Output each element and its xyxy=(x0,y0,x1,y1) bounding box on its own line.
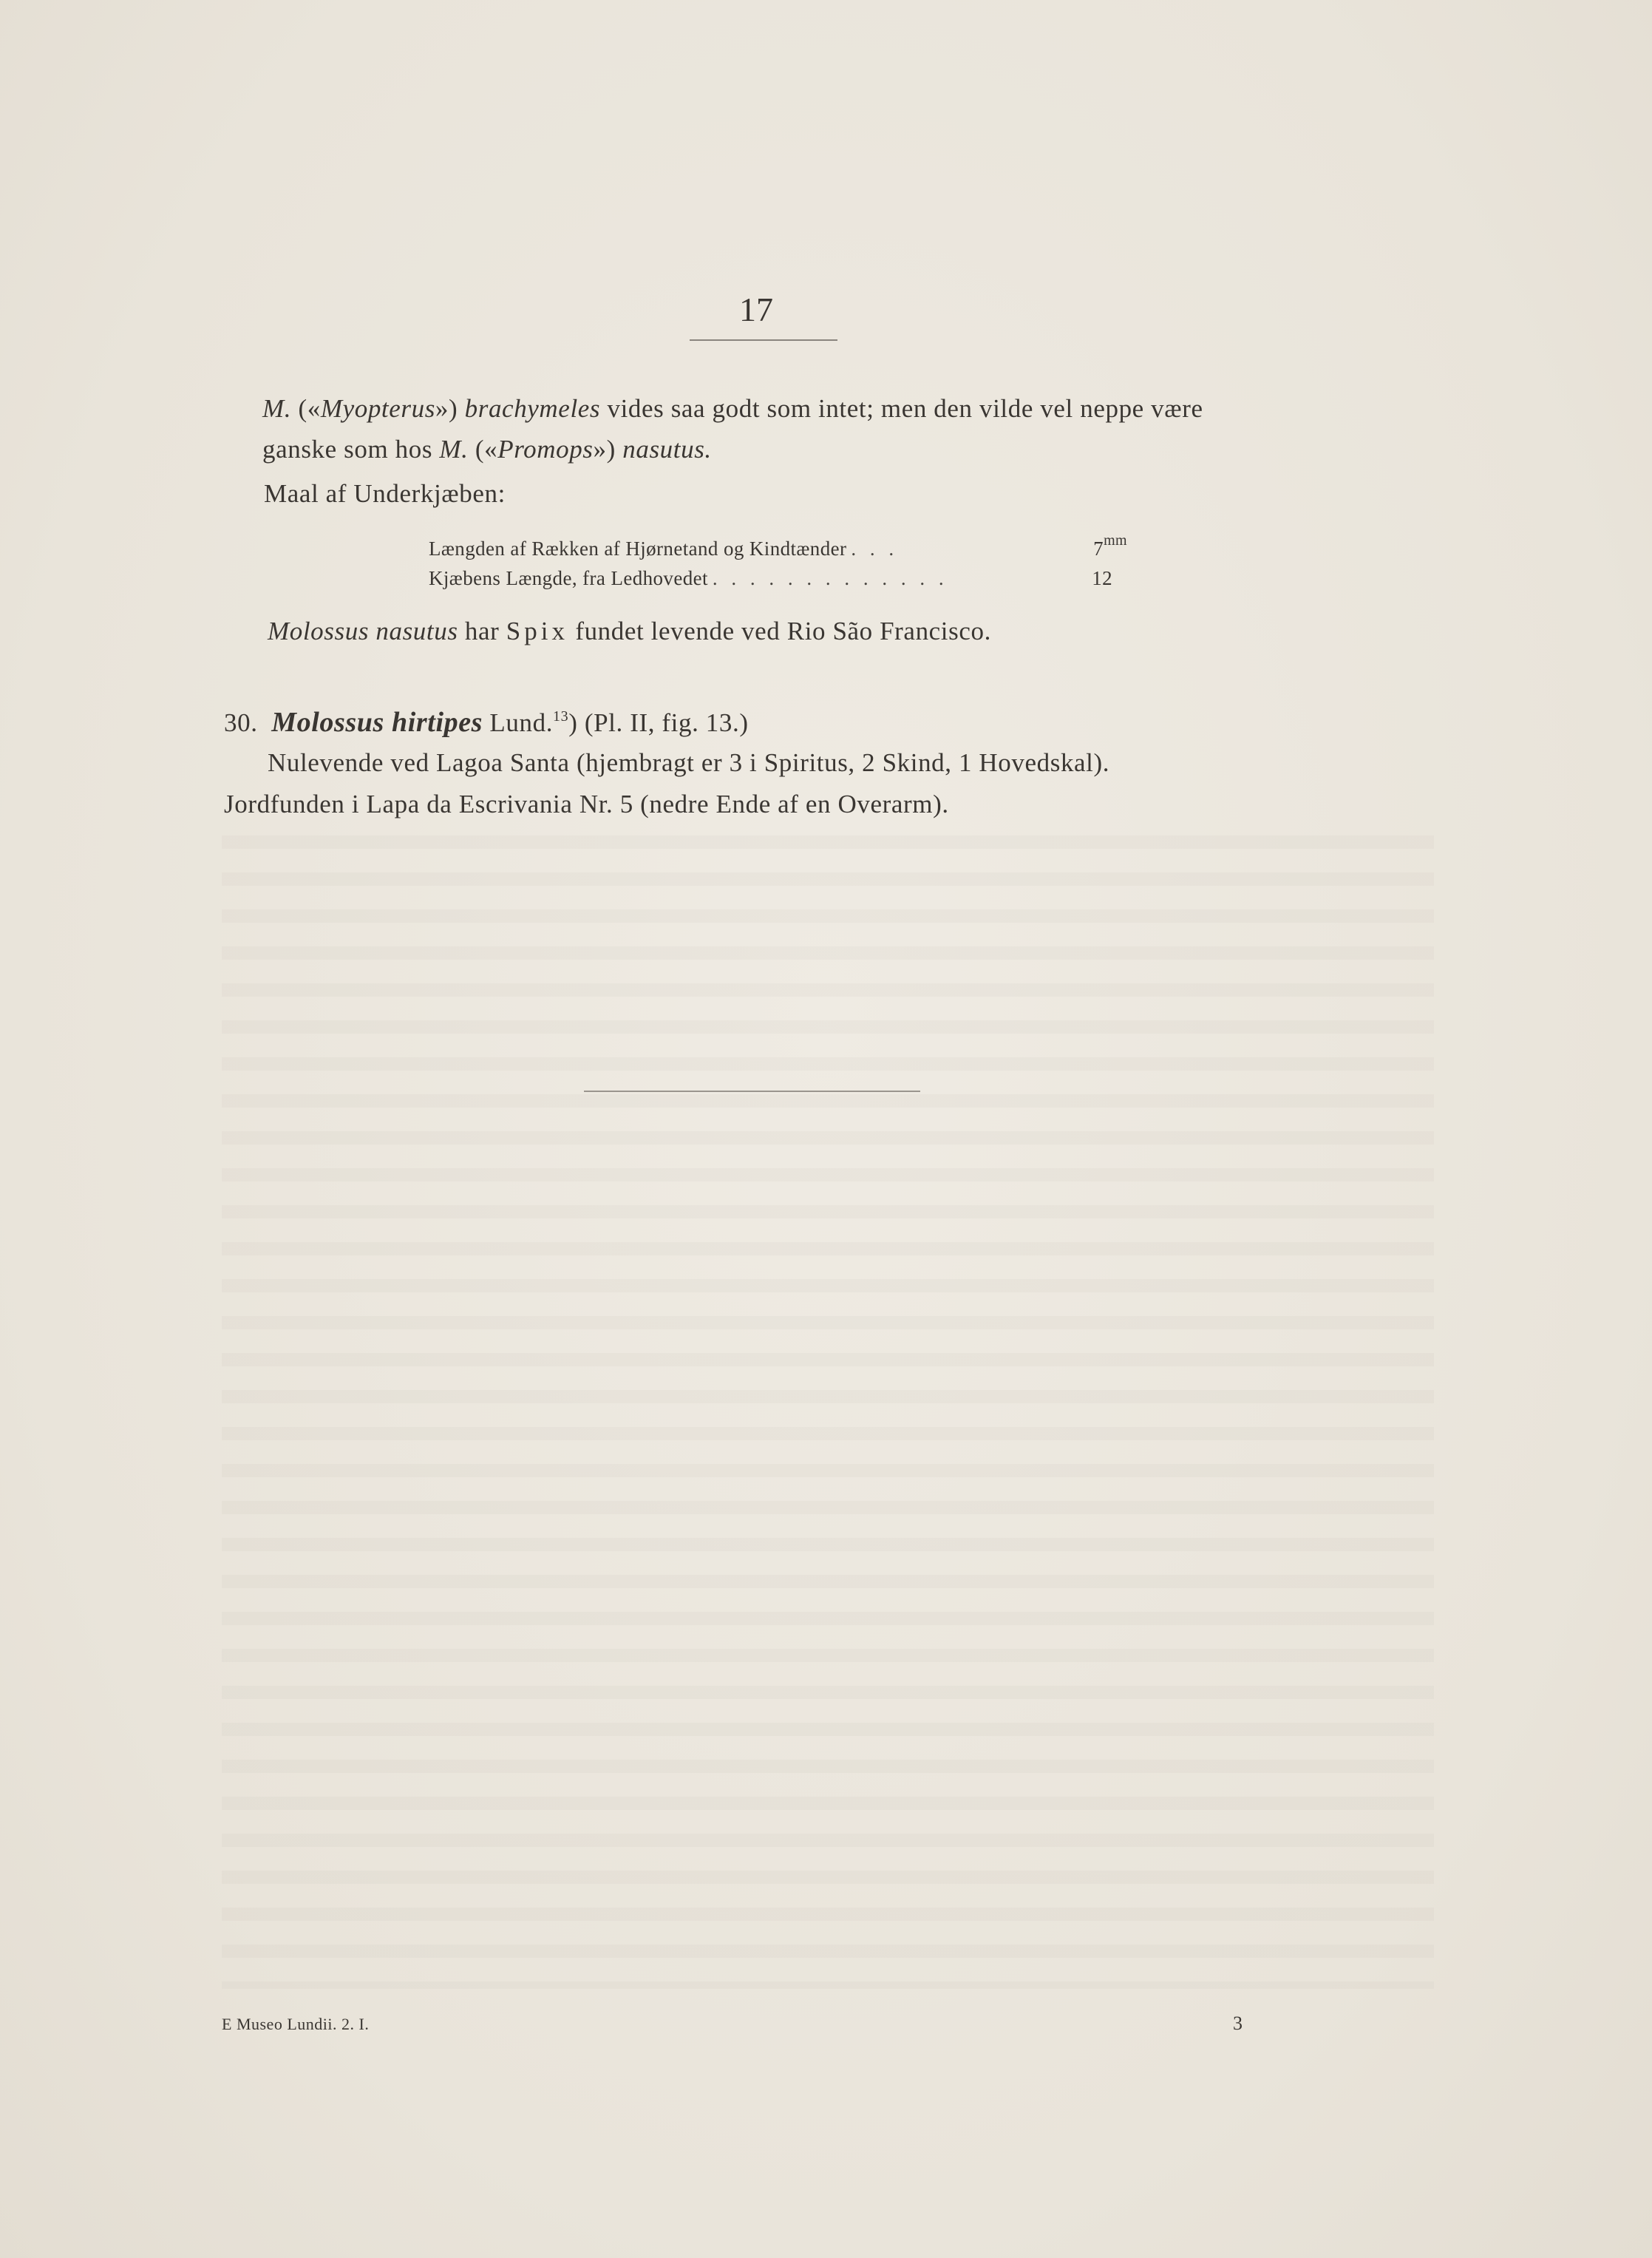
text-run: vides saa godt som intet; men den vilde vel neppe være xyxy=(600,394,1203,423)
leader-dots: . . . xyxy=(851,538,899,560)
taxon-name: Molossus nasutus xyxy=(268,617,458,645)
taxon-name: Myopterus xyxy=(320,394,435,423)
measurement-row xyxy=(429,532,1127,560)
measurement-label: Længden af Rækken af Hjørnetand og Kindtænder xyxy=(429,538,847,560)
species-author: Lund. xyxy=(483,708,554,737)
measurement-label: Kjæbens Længde, fra Ledhovedet xyxy=(429,567,708,589)
text-run: ») xyxy=(435,394,465,423)
footer-sheet-number: 3 xyxy=(1233,2013,1243,2034)
taxon-name: brachymeles xyxy=(464,394,601,423)
paragraph-line xyxy=(262,394,1203,424)
species-heading xyxy=(224,706,749,739)
taxon-name: Promops xyxy=(497,435,594,464)
text-run: ganske som hos xyxy=(262,435,440,464)
genus-abbrev: M. xyxy=(439,435,469,464)
genus-abbrev: M. xyxy=(262,394,292,423)
paragraph-line: Nulevende ved Lagoa Santa (hjembragt er 3 i Spiritus, 2 Skind, 1 Hovedskal). xyxy=(268,748,1110,777)
section-end-rule xyxy=(584,1091,920,1092)
species-name: Molossus hirtipes xyxy=(271,707,483,738)
author-name: Spix xyxy=(506,617,568,645)
paragraph-line xyxy=(268,617,991,646)
taxon-name: nasutus. xyxy=(622,435,712,464)
species-number: 30. xyxy=(224,708,258,737)
text-run: (« xyxy=(291,394,321,423)
text-run: fundet levende ved Rio São Francisco. xyxy=(568,617,991,645)
value-unit: mm xyxy=(1104,532,1127,549)
paragraph-line xyxy=(262,435,712,464)
measurement-value: 12 xyxy=(1092,567,1112,589)
measurement-value xyxy=(1086,532,1127,560)
footer-source: E Museo Lundii. 2. I. xyxy=(222,2015,370,2033)
page-number: 17 xyxy=(739,291,773,328)
show-through-text xyxy=(222,835,1434,1989)
measurement-row xyxy=(429,567,1112,590)
header-rule xyxy=(690,339,837,341)
text-run: har xyxy=(458,617,506,645)
value-number: 7 xyxy=(1093,538,1104,560)
leader-dots: . . . . . . . . . . . . . xyxy=(712,567,948,589)
measurements-intro: Maal af Underkjæben: xyxy=(264,479,506,508)
text-run: ») xyxy=(593,435,623,464)
footnote-ref: 13 xyxy=(553,708,569,725)
plate-reference: ) (Pl. II, fig. 13.) xyxy=(568,708,749,737)
text-run: (« xyxy=(468,435,498,464)
paragraph-line: Jordfunden i Lapa da Escrivania Nr. 5 (nedre Ende af en Overarm). xyxy=(224,790,949,818)
